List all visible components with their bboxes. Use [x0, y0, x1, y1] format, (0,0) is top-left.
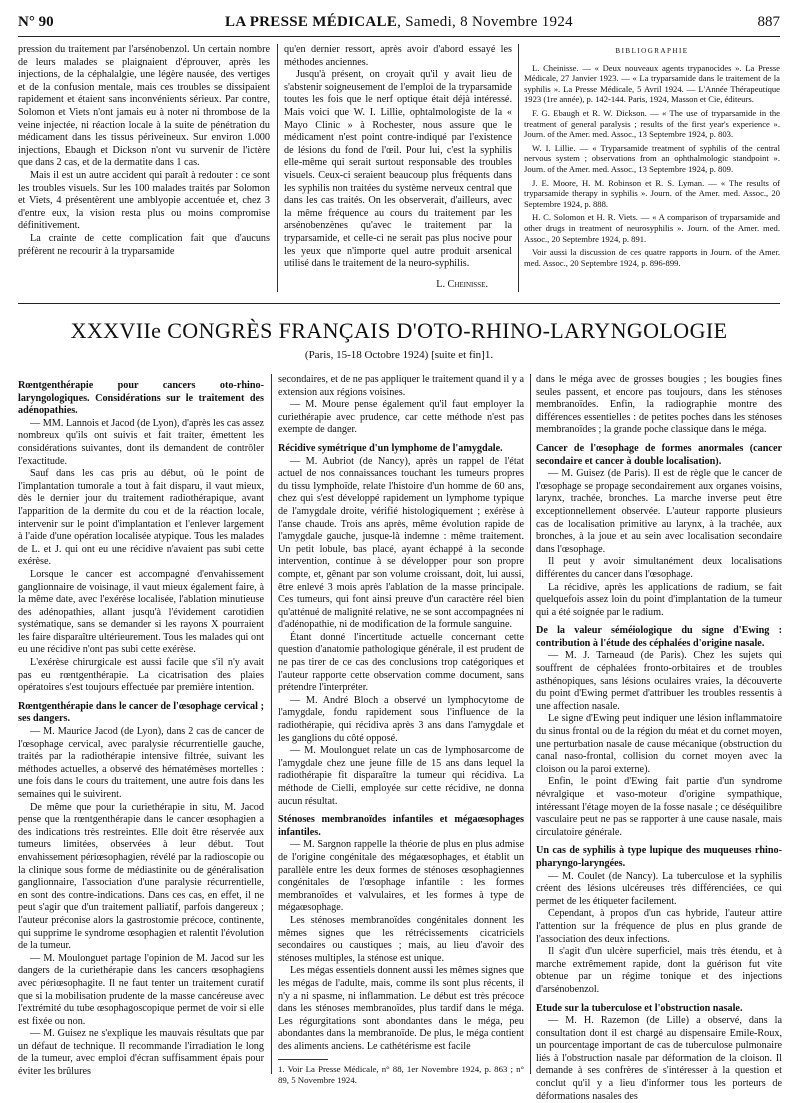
paragraph: — M. Moulonguet partage l'opinion de M. Jacod sur les dangers de la curiethérapie dans les cancers œsophagiens avec périœsophagite. Il ne faut tenter un traitement curatif que si la mobilisation prudente de la masse cancéreuse avec l'extrémité du tube œsophagoscopique permet de voir si elle est fixée ou non.: [18, 952, 264, 1027]
bibliography-entry: Voir aussi la discussion de ces quatre rapports in Journ. of the Amer. med. Assoc., 20 Septembre 1924, p. 896-899.: [524, 247, 780, 268]
article-column-1: [18, 44, 270, 258]
page-number: 887: [757, 14, 780, 30]
bibliography-entry: L. Cheinisse. — « Deux nouveaux agents trypanocides ». La Presse Médicale, 27 Janvier 1923. — « La tryparsamide dans le traitement de la syphilis ». La Presse Médicale, 5 Avril 1924. — L'Année Thérapeutique 1923 (1re année), p. 142-144. Paris, 1924, Masson et Cie, éditeurs.: [524, 62, 780, 105]
paragraph: pression du traitement par l'arsénobenzol. Un certain nombre de leurs malades se plaignaient d'éprouver, après les injections, de la céphalalgie, une légère nausée, des vertiges et de la confusion mentale, mais ces troubles se dissipaient rapidement et étaient sans inconvénients sérieux. Par contre, Solomon et Viets n'ont jamais eu à noter ni thrombose de la veine injectée, ni réaction locale à la suite de pénétration du médicament dans les tissus périveineux. Sur environ 1.000 injections, Ebaugh et Dickson n'ont vu survenir de l'ictère que dans 2 cas, et de la dermatite dans 1 cas.: [18, 44, 270, 169]
footnote: 1. Voir La Presse Médicale, n° 88, 1er Novembre 1924, p. 863 ; n° 89, 5 Novembre 1924.: [278, 1059, 524, 1086]
page-header: [18, 14, 780, 36]
paragraph: — M. André Bloch a observé un lymphocytome de l'amygdale, fondu rapidement sous l'influence de la radiothérapie, qui récidiva après 3 ans dans l'amygdale et les ganglions du côté opposé.: [278, 694, 524, 744]
paragraph: — M. H. Razemon (de Lille) a observé, dans la consultation dont il est chargé au dispensaire Emile-Roux, un pourcentage important de cas de tuberculose pulmonaire liés à l'obstruction nasale par déformation de la cloison. Il demande à ses confrères de s'intéresser à la question et conclut qu'il y a lieu d'informer tous les porteurs de déformations nasales des: [536, 1015, 782, 1102]
section-heading: Cancer de l'œsophage de formes anormales (cancer secondaire et cancer à double localisation).: [536, 442, 782, 467]
paragraph: — M. Guisez ne s'explique les mauvais résultats que par un défaut de technique. Il recommande l'irradiation le long de la tumeur, avec emploi d'écran suffisamment épais pour éviter les brûlures: [18, 1028, 264, 1078]
congress-column-2: [278, 374, 524, 1086]
paragraph: dans le méga avec de grosses bougies ; les bougies fines seules passent, et encore pas toujours, dans les sténoses membranoïdes. Enfin, la radiographie montre des différences essentielles : de petites poches dans les sténoses membranoïdes ; la grande poche classique dans le méga.: [536, 374, 782, 436]
congress-title: XXXVIIe CONGRÈS FRANÇAIS D'OTO-RHINO-LARYNGOLOGIE: [70, 318, 728, 343]
paragraph: Cependant, à propos d'un cas hybride, l'auteur attire l'attention sur la fréquence de plus en plus grande de l'association des deux infections.: [536, 908, 782, 945]
bibliography-entry: H. C. Solomon et H. R. Viets. — « A comparison of tryparsamide and other drugs in treatment of neurosyphilis ». Journ. of the Amer. med. Assoc., 20 Septembre 1924, p. 891.: [524, 212, 780, 244]
section-heading: Rœntgenthérapie dans le cancer de l'œsophage cervical ; ses dangers.: [18, 700, 264, 725]
section-heading: Un cas de syphilis à type lupique des muqueuses rhino-pharyngo-laryngées.: [536, 845, 782, 869]
bibliography-entry: W. I. Lillie. — « Tryparsamide treatment of syphilis of the central nervous system ; observations from an ophthalmologic standpoint ». Journ. of the Amer. med. Assoc., 13 Septembre 1924, p. 809.: [524, 142, 780, 174]
issue-number: N° 90: [18, 14, 54, 30]
paragraph: Lorsque le cancer est accompagné d'envahissement ganglionnaire de voisinage, il vaut mieux également faire, à la même date, avec l'exérèse localisée, l'ablation minutieuse des adénopathies, allant jusqu'à l'évidement carotidien systématique, sans se demander si les rayons X pourraient les faire disparaître ultérieurement. Tous les malades qui ont eu une récidive n'ont pas subi cette exérèse.: [18, 568, 264, 656]
paragraph: Les mégas essentiels donnent aussi les mêmes signes que les mégas de l'adulte, mais, comme ils sont plus récents, il n'y a ni spasme, ni inflammation. Le début est très précoce dans les sténoses membranoïdes, plus tardif dans le méga. Les régurgitations sont abondantes dans le méga, peu abondantes dans la membranoïde. De plus, le méga contient des aliments anciens. Le cathétérisme est facile: [278, 965, 524, 1052]
column-divider: [518, 44, 519, 292]
paragraph: — M. Maurice Jacod (de Lyon), dans 2 cas de cancer de l'œsophage cervical, avec paralysie récurrentielle gauche, traités par la radiothérapie intensive filtrée, suivant les méthodes actuelles, a observé des hématémèses mortelles : une fois dans le cours du traitement, une autre fois dans les semaines qui le suivirent.: [18, 726, 264, 800]
journal-title: LA PRESSE MÉDICALE, Samedi, 8 Novembre 1924: [225, 14, 573, 30]
paragraph: — M. Moure pense également qu'il faut employer la curiethérapie avec prudence, car cette méthode n'est pas exempte de danger.: [278, 399, 524, 436]
paragraph: — M. Aubriot (de Nancy), après un rappel de l'état actuel de nos connaissances touchant les tumeurs propres du tissu lymphoïde, relate l'histoire d'un homme de 60 ans, chez qui s'est développé rapidement un lymphome typique de l'amygdale droite, vérifié histologiquement ; exérèse à l'anse chaude. Trois ans après, même évolution rapide de l'amygdale gauche, jusque-là indemne : même traitement. Un petit lobule, bas placé, ayant échappé à la seconde intervention, continue à se développer pour son propre compte, et, gênant par son volume croissant, doit, lui aussi, être enlevé 3 mois après l'ablation de la masse principale. Ces tumeurs, qui font ainsi preuve d'un caractère réel bien qu'atténué de malignité relative, ne se sont accompagnées ni d'adénopathie, ni de modification de la formule sanguine.: [278, 455, 524, 631]
paragraph: La crainte de cette complication fait que d'aucuns préfèrent ne recourir à la tryparsamide: [18, 232, 270, 257]
section-heading: Récidive symétrique d'un lymphome de l'amygdale.: [278, 442, 503, 454]
column-divider: [530, 374, 531, 1074]
congress-column-3: [536, 374, 782, 1103]
section-heading: Etude sur la tuberculose et l'obstruction nasale.: [536, 1002, 743, 1014]
paragraph: Sauf dans les cas pris au début, où le point de l'implantation tumorale a tout à fait disparu, il vaut mieux, dès le dernier jour du traitement radiothérapique, avant l'apparition de la dermite du cou et de la réaction locale, intervenir sur le point d'implantation et l'enlever largement à l'aide d'une opération localisée atypique. Tous les malades de L. et J. qui ont eu une récidive n'avaient pas subi cette exérèse.: [18, 468, 264, 568]
paragraph: Jusqu'à présent, on croyait qu'il y avait lieu de s'abstenir soigneusement de l'emploi de la tryparsamide toutes les fois que le nerf optique était déjà intéressé. Mais voici que W. I. Lillie, ophtalmologiste de la « Mayo Clinic » à Rochester, nous assure que le médicament n'est point contre-indiqué par l'existence de lésions du fond de l'œil. Pour lui, c'est la syphilis elle-même qui serait surtout responsable des troubles visuels. Ceux-ci seraient beaucoup plus fréquents dans les syphilis non traitées du système nerveux central que dans les cas traités. On les observerait, d'ailleurs, avec la même fréquence au cours du traitement par les arsénobenzènes qu'avec le traitement par la tryparsamide, et celle-ci ne serait pas plus nocive pour les yeux que n'importe quel autre produit arsenical utilisé dans le traitement de la neuro-syphilis.: [284, 69, 512, 270]
paragraph: De même que pour la curiethérapie in situ, M. Jacod pense que la rœntgenthérapie dans le cancer œsophagien a des indications très restreintes. Elle doit être réservée aux tumeurs limitées, observées à leur début. Tout envahissement périœsophagien, révélé par la radioscopie ou la clinique sous forme de médiastinite ou de généralisation ganglionnaire, l'association d'une paralysie récurrentielle, en sont des contre-indications. Dans ces cas, en effet, il ne peut s'agir que d'un traitement palliatif, parfois dangereux ; l'auteur préconise alors la gastrostomie précoce, continente, qui supprime le syndrome œsophagien et ralentit l'évolution de la tumeur.: [18, 801, 264, 952]
paragraph: L'exérèse chirurgicale est aussi facile que s'il n'y avait pas eu rœntgenthérapie. La cicatrisation des plaies opératoires s'est toujours effectuée par première intention.: [18, 657, 264, 694]
bibliography-title: BIBLIOGRAPHIE: [615, 47, 689, 55]
paragraph: secondaires, et de ne pas appliquer le traitement quand il y a extension aux régions voisines.: [278, 374, 524, 398]
section-rule: [18, 303, 780, 304]
congress-column-1: [18, 374, 264, 1079]
section-heading: De la valeur séméiologique du signe d'Ewing : contribution à l'étude des céphalées d'origine nasale.: [536, 625, 782, 649]
paragraph: — M. J. Tarneaud (de Paris). Chez les sujets qui souffrent de céphalées fronto-orbitaires et de troubles asthénopiques, sans lésions oculaires vraies, la découverte du point d'Ewing permet d'attribuer les troubles ressentis à une affection nasale.: [536, 650, 782, 712]
header-rule: [18, 36, 780, 37]
column-divider: [271, 374, 272, 1074]
paragraph: Les sténoses membranoïdes congénitales donnent les mêmes signes que les rétrécissements cicatriciels secondaires ou caustiques ; mais, au lieu d'avoir des sténoses multiples, la sténose est unique.: [278, 914, 524, 964]
paragraph: qu'en dernier ressort, après avoir d'abord essayé les méthodes anciennes.: [284, 44, 512, 68]
paragraph: — M. Sargnon rappelle la théorie de plus en plus admise de l'origine congénitale des mégaœsophages, et établit un parallèle entre les deux formes de sténoses œsophagiennes congénitales de l'œsophage infantile : les formes membranoïdes et valvulaires, et les formes à type de mégaœsophage.: [278, 839, 524, 914]
paragraph: — M. Guisez (de Paris). Il est de règle que le cancer de l'œsophage se propage secondairement aux organes voisins, larynx, trachée, bronches. La marche inverse peut être exceptionnellement observée. L'auteur rapporte plusieurs cas de localisation primitive au larynx, à la trachée, aux bronches, à la joue et au sein avec localisation secondaire dans l'œsophage.: [536, 468, 782, 555]
article-column-2: [284, 44, 512, 291]
paragraph: — MM. Lannois et Jacod (de Lyon), d'après les cas assez nombreux qu'ils ont suivis et fait traiter, émettent les considérations suivantes, dont ils demandent de contrôler l'exactitude.: [18, 417, 264, 467]
bibliography: [524, 46, 780, 271]
paragraph: Il s'agit d'un ulcère superficiel, mais très étendu, et à marche extrêmement rapide, dont la guérison fut vite obtenue par un régime tonique et des injections d'arsénobenzol.: [536, 946, 782, 995]
paragraph: — M. Moulonguet relate un cas de lymphosarcome de l'amygdale chez une jeune fille de 15 ans dans lequel la radiothérapie fit disparaître la tumeur qui récidiva. La méthode de Cielli, employée sur cette récidive, ne donna aucun résultat.: [278, 745, 524, 807]
paragraph: Il peut y avoir simultanément deux localisations différentes du cancer dans l'œsophage.: [536, 556, 782, 580]
paragraph: — M. Coulet (de Nancy). La tuberculose et la syphilis créent des lésions ulcéreuses très différenciées, ce qui permet de les étiqueter facilement.: [536, 870, 782, 907]
paragraph: Étant donné l'incertitude actuelle concernant cette question d'anatomie pathologique générale, il est prudent de ne pas tirer de ce cas des conclusions trop catégoriques et l'auteur rapporte cette observation comme document, sans prétendre l'interpréter.: [278, 631, 524, 694]
bibliography-entry: F. G. Ebaugh et R. W. Dickson. — « The use of tryparsamide in the treatment of general paralysis ; results of the first year's experience ». Journ. of the Amer. med. Assoc., 13 Septembre 1924, p. 803.: [524, 107, 780, 140]
section-heading: Sténoses membranoïdes infantiles et mégaœsophages infantiles.: [278, 814, 524, 838]
author-signature: L. Cheinisse.: [436, 278, 488, 290]
paragraph: Mais il est un autre accident qui paraît à redouter : ce sont les troubles visuels. Sur les 100 malades traités par Solomon et Viets, 4 présentèrent une amblyopie accentuée et, chez 3 d'entre eux, la vision resta plus ou moins compromise définitivement.: [18, 169, 270, 232]
section-heading: Rœntgenthérapie pour cancers oto-rhino-laryngologiques. Considérations sur le traitement des adénopathies.: [18, 380, 264, 417]
column-divider: [277, 44, 278, 292]
congress-subtitle: (Paris, 15-18 Octobre 1924) [suite et fin]1.: [304, 349, 494, 361]
paragraph: Le signe d'Ewing peut indiquer une lésion inflammatoire du sinus frontal ou de la région du méat et du cornet moyen, une perturbation nasale de cause mécanique (obstruction du canal naso-frontal, collision du cornet moyen avec la cloison ou la paroi externe).: [536, 713, 782, 775]
paragraph: La récidive, après les applications de radium, se fait quelquefois assez loin du point d'implantation de la tumeur qui a été soignée par le radium.: [536, 581, 782, 618]
paragraph: Enfin, le point d'Ewing fait partie d'un syndrome névralgique et vaso-moteur d'origine sympathique, intéressant l'étage moyen de la fosse nasale ; ce déséquilibre vasculaire peut ne pas se rapporter à une cause nasale, mais circulatoire générale.: [536, 776, 782, 838]
bibliography-entry: J. E. Moore, H. M. Robinson et R. S. Lyman. — « The results of tryparsamide therapy in syphilis ». Journ. of the Amer. med. Assoc., 20 Septembre 1924, p. 888.: [524, 177, 780, 209]
